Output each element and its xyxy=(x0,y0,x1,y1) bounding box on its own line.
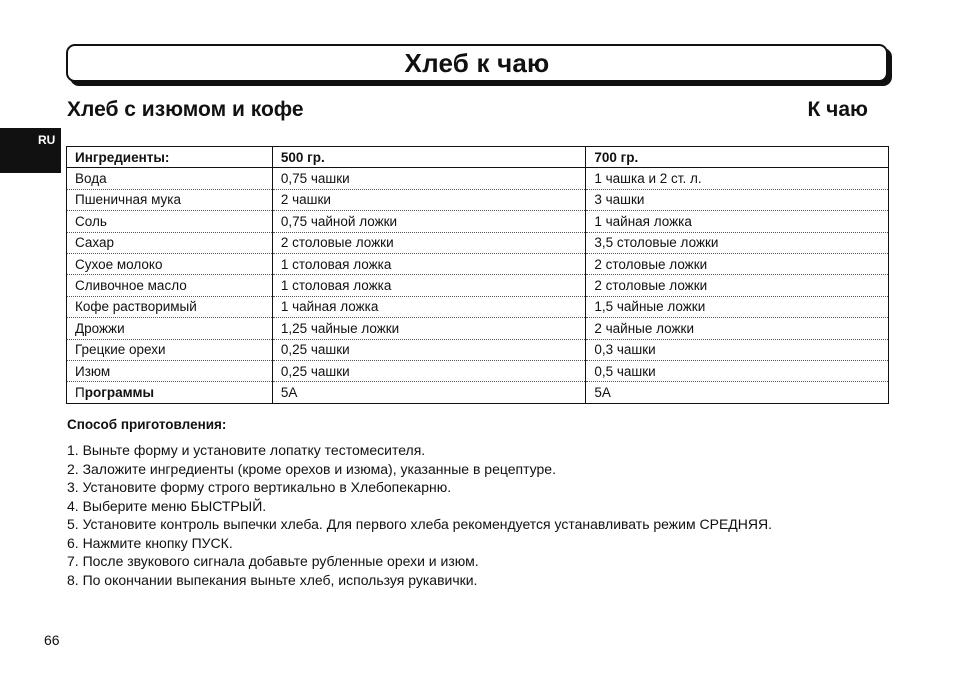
amount-700g: 2 столовые ложки xyxy=(586,253,889,274)
program-label-first: П xyxy=(75,384,85,400)
language-tab xyxy=(0,128,61,173)
table-row xyxy=(67,296,889,317)
amount-500g: 0,25 чашки xyxy=(272,339,586,360)
header-700g: 700 гр. xyxy=(586,147,889,168)
amount-700g: 1,5 чайные ложки xyxy=(586,296,889,317)
page-number: 66 xyxy=(44,632,60,648)
ingredient-name: Сухое молоко xyxy=(67,253,273,274)
ingredient-name: Сливочное масло xyxy=(67,275,273,296)
amount-500g: 0,75 чайной ложки xyxy=(272,211,586,232)
amount-500g: 1 столовая ложка xyxy=(272,275,586,296)
amount-700g: 0,5 чашки xyxy=(586,360,889,381)
amount-500g: 2 чашки xyxy=(272,189,586,210)
table-header-row xyxy=(67,147,889,168)
table-row xyxy=(67,339,889,360)
table-row xyxy=(67,318,889,339)
method-steps xyxy=(67,441,772,589)
table-row xyxy=(67,275,889,296)
table-row xyxy=(67,168,889,189)
amount-500g: 1 столовая ложка xyxy=(272,253,586,274)
ingredient-name: Вода xyxy=(67,168,273,189)
table-row xyxy=(67,232,889,253)
program-500g: 5А xyxy=(272,382,586,403)
ingredient-name: Кофе растворимый xyxy=(67,296,273,317)
ingredient-name: Соль xyxy=(67,211,273,232)
list-item: 8. По окончании выпекания выньте хлеб, используя рукавички. xyxy=(67,571,478,588)
program-700g: 5А xyxy=(586,382,889,403)
amount-700g: 1 чайная ложка xyxy=(586,211,889,232)
recipe-category: К чаю xyxy=(807,98,868,121)
table-row xyxy=(67,360,889,381)
ingredient-name: Дрожжи xyxy=(67,318,273,339)
amount-700g: 3 чашки xyxy=(586,189,889,210)
page-title: Хлеб к чаю xyxy=(404,47,550,78)
program-label xyxy=(67,382,273,403)
amount-700g: 3,5 столовые ложки xyxy=(586,232,889,253)
program-label-rest: рограммы xyxy=(84,384,155,400)
ingredient-name: Изюм xyxy=(67,360,273,381)
header-500g: 500 гр. xyxy=(272,147,586,168)
ingredient-name: Грецкие орехи xyxy=(67,339,273,360)
header-ingredients: Ингредиенты: xyxy=(67,147,273,168)
program-row xyxy=(67,382,889,403)
amount-700g: 0,3 чашки xyxy=(586,339,889,360)
amount-700g: 2 чайные ложки xyxy=(586,318,889,339)
amount-500g: 2 столовые ложки xyxy=(272,232,586,253)
list-item: 1. Выньте форму и установите лопатку тестомесителя. xyxy=(67,442,426,458)
table-row xyxy=(67,189,889,210)
list-item: 2. Заложите ингредиенты (кроме орехов и изюма), указанные в рецептуре. xyxy=(67,460,556,477)
table-row xyxy=(67,253,889,274)
amount-500g: 0,75 чашки xyxy=(272,168,586,189)
amount-500g: 0,25 чашки xyxy=(272,360,586,381)
method-heading: Способ приготовления: xyxy=(67,417,227,432)
list-item: 5. Установите контроль выпечки хлеба. Для первого хлеба рекомендуется устанавливать режим СРЕДНЯЯ. xyxy=(67,516,772,532)
ingredient-name: Пшеничная мука xyxy=(67,189,273,210)
ingredient-name: Сахар xyxy=(67,232,273,253)
table-row xyxy=(67,211,889,232)
amount-700g: 2 столовые ложки xyxy=(586,275,889,296)
list-item: 3. Установите форму строго вертикально в Хлебопекарню. xyxy=(67,479,452,495)
list-item: 4. Выберите меню БЫСТРЫЙ. xyxy=(67,497,267,514)
list-item: 6. Нажмите кнопку ПУСК. xyxy=(67,534,233,551)
amount-500g: 1 чайная ложка xyxy=(272,296,586,317)
title-banner xyxy=(66,44,888,82)
language-label: RU xyxy=(38,133,56,147)
list-item: 7. После звукового сигнала добавьте рубленные орехи и изюм. xyxy=(67,553,479,569)
amount-500g: 1,25 чайные ложки xyxy=(272,318,586,339)
amount-700g: 1 чашка и 2 ст. л. xyxy=(586,168,889,189)
ingredients-table xyxy=(66,146,889,404)
recipe-name: Хлеб с изюмом и кофе xyxy=(67,98,304,121)
